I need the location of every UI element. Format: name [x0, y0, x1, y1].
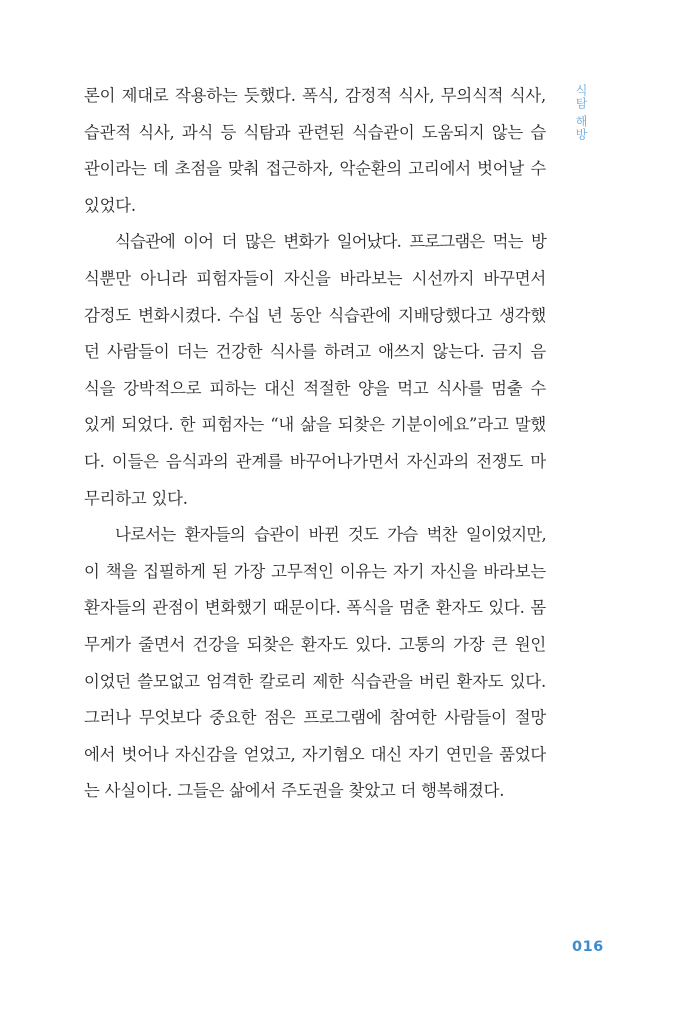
text-line: 환자들의 관점이 변화했기 때문이다. 폭식을 멈춘 환자도 있다. 몸 [84, 598, 546, 618]
text-line: 식뿐만 아니라 피험자들이 자신을 바라보는 시선까지 바꾸면서 [84, 268, 546, 288]
text-line: 감정도 변화시켰다. 수십 년 동안 식습관에 지배당했다고 생각했 [84, 305, 546, 325]
text-line: 나로서는 환자들의 습관이 바뀐 것도 가슴 벅찬 일이었지만, [115, 525, 546, 545]
text-line: 론이 제대로 작용하는 듯했다. 폭식, 감정적 식사, 무의식적 식사, [84, 86, 546, 105]
text-line: 그러나 무엇보다 중요한 점은 프로그램에 참여한 사람들이 절망 [84, 708, 546, 728]
text-line: 다. 이들은 음식과의 관계를 바꾸어나가면서 자신과의 전쟁도 마 [84, 451, 546, 471]
text-line: 는 사실이다. 그들은 삶에서 주도권을 찾았고 더 행복해졌다. [84, 781, 505, 801]
body-text [84, 78, 546, 810]
paragraph-2 [84, 224, 546, 517]
text-line: 있었다. [84, 195, 136, 215]
text-line: 무리하고 있다. [84, 488, 188, 508]
text-line: 습관적 식사, 과식 등 식탐과 관련된 식습관이 도움되지 않는 습 [84, 122, 546, 142]
text-line: 무게가 줄면서 건강을 되찾은 환자도 있다. 고통의 가장 큰 원인 [84, 634, 546, 654]
page-number: 016 [572, 939, 604, 955]
running-head: 식탐 해방 [574, 84, 588, 141]
text-line: 던 사람들이 더는 건강한 식사를 하려고 애쓰지 않는다. 금지 음 [84, 342, 546, 362]
text-line: 식습관에 이어 더 많은 변화가 일어났다. 프로그램은 먹는 방 [115, 232, 546, 252]
paragraph-1 [84, 78, 546, 224]
text-line: 식을 강박적으로 피하는 대신 적절한 양을 먹고 식사를 멈출 수 [84, 378, 546, 398]
text-line: 관이라는 데 초점을 맞춰 접근하자, 악순환의 고리에서 벗어날 수 [84, 159, 546, 179]
text-line: 있게 되었다. 한 피험자는 “내 삶을 되찾은 기분이에요”라고 말했 [84, 415, 546, 435]
text-line: 에서 벗어나 자신감을 얻었고, 자기혐오 대신 자기 연민을 품었다 [84, 744, 546, 764]
text-line: 이었던 쓸모없고 엄격한 칼로리 제한 식습관을 버린 환자도 있다. [84, 671, 546, 691]
paragraph-3 [84, 517, 546, 810]
text-line: 이 책을 집필하게 된 가장 고무적인 이유는 자기 자신을 바라보는 [84, 561, 546, 581]
